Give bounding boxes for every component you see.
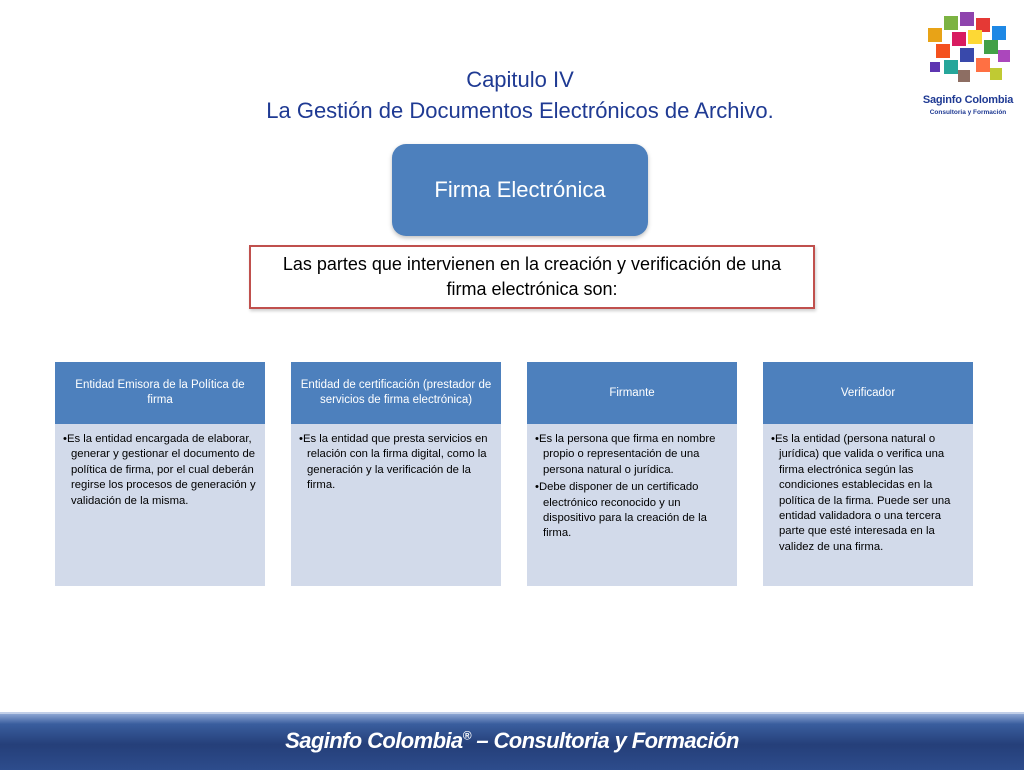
card-bullet: •Debe disponer de un certificado electrónico reconocido y un dispositivo para la creación de la firma. xyxy=(535,481,707,540)
card-firmante xyxy=(527,362,737,586)
card-bullet: •Es la entidad que presta servicios en relación con la firma digital, como la generación y la verificación de la firma. xyxy=(299,433,488,492)
card-title: Entidad Emisora de la Política de firma xyxy=(55,362,265,424)
card-body xyxy=(763,424,973,555)
firma-electronica-box: Firma Electrónica xyxy=(392,144,648,236)
card-entidad-emisora xyxy=(55,362,265,586)
card-bullet: •Es la persona que firma en nombre propio o representación de una persona natural o jurídica. xyxy=(535,433,716,476)
slide-title xyxy=(180,64,860,126)
card-title: Verificador xyxy=(763,362,973,424)
card-verificador xyxy=(763,362,973,586)
logo-tagline: Consultoria y Formación xyxy=(929,109,1007,116)
footer-brand: Saginfo Colombia xyxy=(285,728,463,753)
saginfo-logo xyxy=(916,10,1020,118)
card-title: Entidad de certificación (prestador de servicios de firma electrónica) xyxy=(291,362,501,424)
title-subject: La Gestión de Documentos Electrónicos de Archivo. xyxy=(266,98,774,123)
card-bullet: •Es la entidad (persona natural o jurídica) que valida o verifica una firma electrónica según las condiciones establecidas en la política de la firma. Puede ser una entidad validadora o una tercera parte que esté interesada en la validez de una firma. xyxy=(771,433,951,553)
footer-text xyxy=(0,728,1024,754)
registered-mark: ® xyxy=(462,728,471,743)
intro-text-box: Las partes que intervienen en la creación y verificación de una firma electrónica son: xyxy=(249,245,815,309)
title-chapter: Capitulo IV xyxy=(466,67,574,92)
logo-name: Saginfo Colombia xyxy=(922,94,1014,106)
footer-tagline: – Consultoria y Formación xyxy=(470,728,739,753)
card-body xyxy=(291,424,501,494)
card-body xyxy=(55,424,265,509)
card-entidad-certificacion xyxy=(291,362,501,586)
footer-bar xyxy=(0,712,1024,770)
card-bullet: •Es la entidad encargada de elaborar, generar y gestionar el documento de política de firma, por el cual deberán regirse los procesos de generación y validación de la misma. xyxy=(63,433,256,507)
card-title: Firmante xyxy=(527,362,737,424)
logo-mosaic-icon xyxy=(924,10,1014,92)
card-body xyxy=(527,424,737,542)
